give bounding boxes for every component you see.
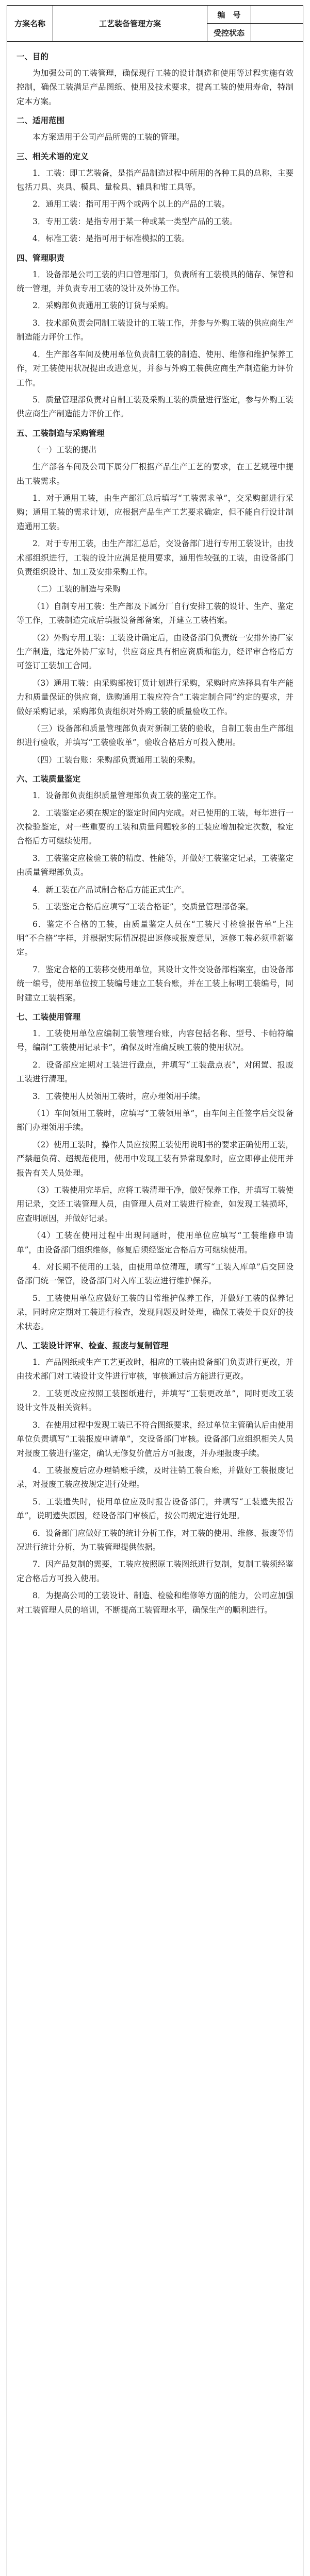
paragraph: 2．采购部负责通用工装的订货与采购。 xyxy=(32,301,174,311)
header-table xyxy=(7,5,303,42)
paragraph: 5．工装鉴定合格后应填写“工装合格证”，交质量管理部备案。 xyxy=(32,902,254,912)
paragraph: 4．新工装在产品试制合格后方能正式生产。 xyxy=(32,885,190,894)
paragraph: （一）工装的提出 xyxy=(32,445,97,454)
paragraph: 4．工装报废后应办理销账手续，及时注销工装台账，并做好工装报废记录，对报废工装应按规定进行处理。 xyxy=(17,1465,293,1489)
paragraph: 2．通用工装：指可用于两个或两个以上的产品的工装。 xyxy=(32,199,230,209)
paragraph: 8．为提高公司的工装设计、制造、检验和维修等方面的能力，公司应加强对工装管理人员的培训，不断提高工装管理水平，确保生产的顺利进行。 xyxy=(17,1591,293,1615)
paragraph: （1）车间领用工装时，应填写“工装领用单”，由车间主任签字后交设备部门办理领用手续。 xyxy=(17,1108,293,1132)
paragraph: （3）工装使用完毕后，应将工装清理干净，做好保养工作，并填写工装使用记录，交还工装管理人员，由管理人员对工装进行检查，如发现工装损坏，应查明原因，并做好记录。 xyxy=(17,1185,293,1223)
paragraph: 4．生产部各车间及使用单位负责制工装的制造、使用、维修和维护保养工作，对工装使用状况提出改进意见，并参与外购工装供应商生产制造能力评价工作。 xyxy=(17,349,293,387)
document-page xyxy=(7,5,303,2576)
paragraph: 7．因产品复制的需要，工装应按照原工装图纸进行复制，复制工装须经鉴定合格后方可投入使用。 xyxy=(17,1560,293,1583)
section-heading: 五、工装制造与采购管理 xyxy=(17,428,105,438)
paragraph: 2．设备部应定期对工装进行盘点，并填写“工装盘点表”，对闲置、报废工装进行清理。 xyxy=(17,1060,293,1084)
paragraph: 本方案适用于公司产品所需的工装的管理。 xyxy=(32,132,185,142)
paragraph: 3．在使用过程中发现工装已不符合图纸要求，经过单位主管确认后由使用单位负责填写“工装报废申请单”，交设备部门审核。设备部门应组织相关人员对报废工装进行鉴定，确认无修复价值后方可报废，并办理报废手续。 xyxy=(17,1420,293,1458)
control-status-label: 受控状态 xyxy=(207,24,251,42)
section-heading: 三、相关术语的定义 xyxy=(17,151,89,161)
paragraph: 4．对长期不使用的工装，由使用单位清理，填写“工装入库单”后交回设备部门统一保管，设备部门对入库工装应进行维护保养。 xyxy=(17,1262,293,1286)
section-heading: 四、管理职责 xyxy=(17,252,65,263)
paragraph: （4）工装在使用过程中出现问题时，使用单位应填写“工装维修申请单”，由设备部门组织维修，修复后须经鉴定合格后方可继续使用。 xyxy=(17,1231,293,1255)
document-body xyxy=(7,42,303,2576)
paragraph: （二）工装的制造与采购 xyxy=(32,584,121,594)
control-status-value xyxy=(251,24,303,42)
paragraph: 5．工装遗失时，使用单位应及时报告设备部门，并填写“工装遗失报告单”，说明遗失原因，经设备部门审核后，按公司规定进行处理。 xyxy=(17,1497,293,1521)
paragraph: （三）设备部和质量管理部负责对新制工装的验收，自制工装由生产部组织进行验收，并填写“工装验收单”，验收合格后方可投入使用。 xyxy=(17,724,293,748)
paragraph: 1．设备部负责组织质量管理部负责工装的鉴定工作。 xyxy=(32,791,222,801)
plan-name-label: 方案名称 xyxy=(7,6,53,42)
paragraph: 1．设备部是公司工装的归口管理部门，负责所有工装模具的储存、保管和统一管理，并负责专用工装的设计及外协工作。 xyxy=(17,269,293,294)
paragraph: 为加强公司的工装管理，确保现行工装的设计制造和使用等过程实施有效控制，确保工装满足产品图纸、使用及技术要求，提高工装的使用寿命，特制定本方案。 xyxy=(17,69,293,106)
paragraph: 1．产品图纸或生产工艺更改时，相应的工装由设备部门负责进行更改，并由技术部门对工装设计文件进行审核，审核通过后方能进行更改。 xyxy=(17,1358,293,1381)
paragraph: 6．鉴定不合格的工装，由质量鉴定人员在“工装尺寸检验报告单”上注明“不合格”字样，并根据实际情况提出返修或报废意见，返修工装必须重新鉴定。 xyxy=(17,919,293,957)
paragraph: 3．工装使用人员领用工装时，应办理领用手续。 xyxy=(32,1091,206,1101)
paragraph: （3）通用工装：由采购部按订货计划进行采购，采购时应选择具有生产能力和质量保证的供应商，选购通用工装应符合“工装定制合同”约定的要求，并做好采购记录，采购部负责组织对外购工装的质量验收工作。 xyxy=(17,678,293,716)
paragraph: 6．设备部门应做好工装的统计分析工作，对工装的使用、维修、报废等情况进行统计分析，为工装管理提供依据。 xyxy=(17,1528,293,1552)
paragraph: 1．工装使用单位应编制工装管理台账，内容包括名称、型号、卡帕符编号，编制“工装使用记录卡”，确保及时准确反映工装的使用状况。 xyxy=(17,1028,293,1053)
paragraph: 7．鉴定合格的工装移交使用单位，其设计文件交设备部档案室，由设备部统一编号，使用单位按工装编号建立工装台账，并在工装上标明工装编号，同时建立工装档案。 xyxy=(17,964,293,1003)
paragraph: 1．工装：即工艺装备，是指产品制造过程中所用的各种工具的总称，主要包括刀具、夹具、模具、量检具、辅具和钳工具等。 xyxy=(17,168,293,192)
paragraph: 3．专用工装：是指专用于某一种或某一类型产品的工装。 xyxy=(32,216,238,226)
paragraph: 5．质量管理部负责对自制工装及采购工装的质量进行鉴定，参与外购工装供应商生产制造能力评价工作。 xyxy=(17,395,293,419)
plan-number-value xyxy=(251,6,303,24)
paragraph: 2．工装更改应按照工装图纸进行，并填写“工装更改单”，同时更改工装设计文件及相关资料。 xyxy=(17,1388,293,1413)
paragraph: 2．工装鉴定必须在规定的鉴定时间内完成。对已使用的工装，每年进行一次检验鉴定，对一些重要的工装和质量问题较多的工装应增加检定次数，检定合格后方可继续使用。 xyxy=(17,808,293,846)
paragraph: （2）使用工装时，操作人员应按照工装使用说明书的要求正确使用工装，严禁超负荷、超规范使用，使用中发现工装有异常现象时，应立即停止使用并报告有关人员处理。 xyxy=(17,1140,293,1178)
paragraph: （2）外购专用工装：工装设计确定后，由设备部门负责统一安排外协厂家生产制造，选定外协厂家时，供应商应具有相应资质和能力，经评审合格后方可签订工装加工合同。 xyxy=(17,633,293,671)
paragraph: 4．标准工装：是指可用于标准模拟的工装。 xyxy=(32,234,190,244)
paragraph: 3．技术部负责会同制工装设计的工装工作，并参与外购工装的供应商生产制造能力评价工作。 xyxy=(17,318,293,342)
paragraph: 2．对于专用工装，由生产部汇总后，交设备部门进行专用工装设计，由技术部组织进行，工装的设计应满足使用要求，通用性较强的工装，由设备部门负责组织设计、加工及安排采购工作。 xyxy=(17,539,293,577)
plan-title: 工艺装备管理方案 xyxy=(53,6,207,42)
section-heading: 一、目的 xyxy=(17,52,49,61)
section-heading: 二、适用范围 xyxy=(17,115,65,126)
paragraph: 生产部各车间及公司下属分厂根据产品生产工艺的要求，在工艺规程中提出工装需求。 xyxy=(17,462,293,486)
paragraph: 3．工装鉴定应检验工装的精度、性能等，并做好工装鉴定记录，工装鉴定由质量管理部负责。 xyxy=(17,853,293,877)
plan-number-label: 编 号 xyxy=(207,6,251,24)
paragraph: 1．对于通用工装，由生产部汇总后填写“工装需求单”，交采购部进行采购；通用工装的需求计划，应根据产品生产工艺要求确定，但不能自行设计制造通用工装。 xyxy=(17,493,293,531)
paragraph: 5．工装使用单位应做好工装的日常维护保养工作，并做好工装的保养记录，同时应定期对工装进行检查，发现问题及时处理，确保工装处于良好的技术状态。 xyxy=(17,1293,293,1331)
paragraph: （1）自制专用工装：生产部及下属分厂自行安排工装的设计、生产、鉴定等工作，工装制造完成后填报设备部备案，并建立工装档案。 xyxy=(17,601,293,625)
section-heading: 八、工装设计评审、检查、报废与复制管理 xyxy=(17,1341,169,1351)
section-heading: 七、工装使用管理 xyxy=(17,1011,81,1022)
paragraph: （四）工装台账：采购部负责通用工装的采购。 xyxy=(32,755,201,765)
section-heading: 六、工装质量鉴定 xyxy=(17,774,81,784)
